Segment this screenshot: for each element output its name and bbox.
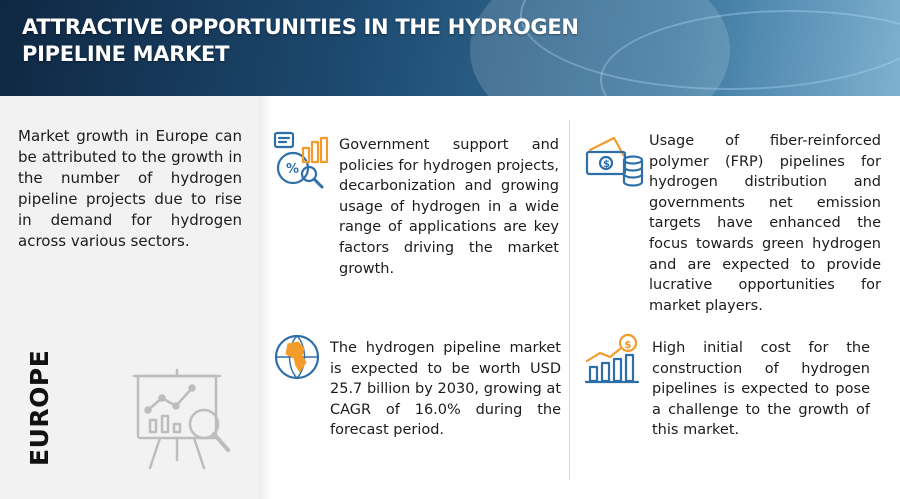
svg-text:$: $ [603,159,610,170]
rising-cost-chart-icon [584,333,642,385]
svg-text:$: $ [624,338,632,351]
presentation-board-magnifier-icon [130,368,234,478]
region-summary: Market growth in Europe can be attributed to the growth in the number of hydrogen pipeline projects due to rise in demand for hydrogen across various sectors. [18,127,242,250]
panel-shadow [259,96,271,499]
money-coins-icon [584,134,646,192]
policy-chart-analysis-icon [272,130,334,192]
page-title: ATTRACTIVE OPPORTUNITIES IN THE HYDROGEN PIPELINE MARKET [22,15,579,66]
card-text: High initial cost for the construction of hydrogen pipelines is expected to pose a challenge to the growth of this market. [652,340,870,439]
card-text: The hydrogen pipeline market is expected to be worth USD 25.7 billion by 2030, growing at CAGR of 16.0% during the forecast period. [330,340,561,439]
card-text: Usage of fiber-reinforced polymer (FRP) pipelines for hydrogen distribution and governments net emission targets have enhanced the focus towards green hydrogen and are expected to provide lucrative opportunities for market players. [649,133,881,314]
globe-icon [272,330,326,384]
svg-text:%: % [286,162,300,177]
card-text: Government support and policies for hydrogen projects, decarbonization and growing usage of hydrogen in a wide range of applications are key factors driving the market growth. [339,137,559,277]
left-panel [0,96,259,499]
region-label: EUROPE [25,349,54,466]
vertical-divider [569,120,570,480]
header-banner [0,0,900,96]
